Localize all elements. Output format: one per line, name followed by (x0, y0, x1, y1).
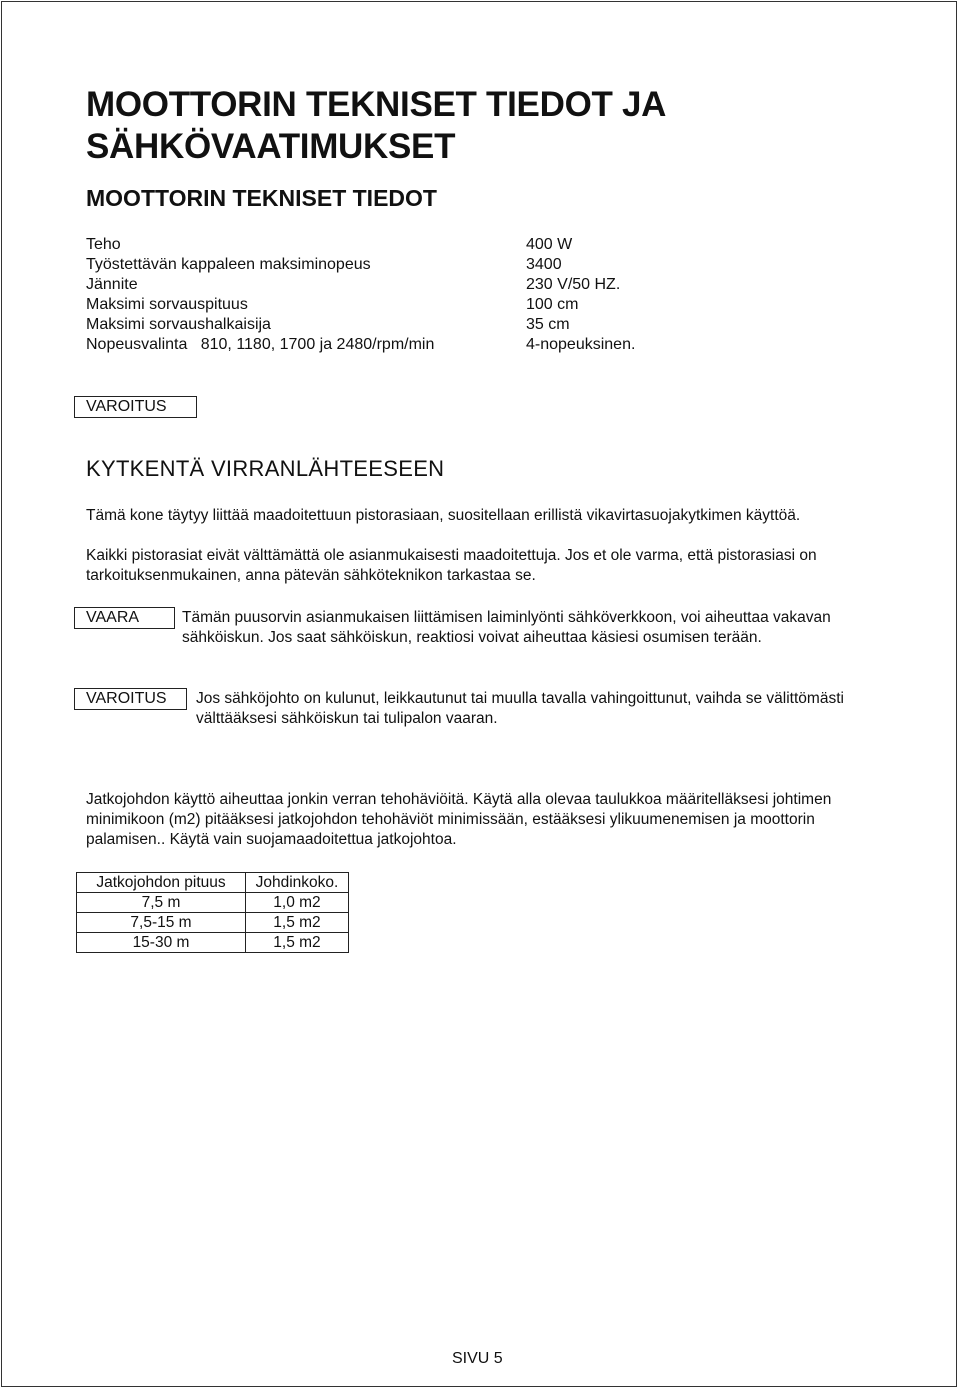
table-row (77, 893, 349, 913)
connection-heading: KYTKENTÄ VIRRANLÄHTEESEEN (86, 456, 445, 481)
danger-label-box: VAARA (74, 607, 175, 629)
spec-label: Työstettävän kappaleen maksiminopeus (86, 256, 371, 273)
spec-label: Maksimi sorvauspituus (86, 296, 248, 313)
extension-cord-paragraph: Jatkojohdon käyttö aiheuttaa jonkin verran tehohäviöitä. Käytä alla olevaa taulukkoa määritelläksesi johtimen minimikoon (m2) pitääksesi jatkojohdon tehohäviöt minimissään, estääksesi ylikuumenemisen ja moottorin palamisen.. Käytä vain suojamaadoitettua jatkojohtoa. (86, 791, 832, 848)
table-cell-length: 7,5 m (77, 893, 246, 913)
table-header-row (77, 873, 349, 893)
warning-text: Jos sähköjohto on kulunut, leikkautunut tai muulla tavalla vahingoittunut, vaihda se välittömästi välttääksesi sähköiskun tai tulipalon vaaran. (196, 690, 844, 727)
table-cell-size: 1,0 m2 (246, 893, 349, 913)
spec-value: 230 V/50 HZ. (526, 276, 621, 293)
spec-value: 3400 (526, 256, 562, 273)
spec-label: Maksimi sorvaushalkaisija (86, 316, 271, 333)
danger-text: Tämän puusorvin asianmukaisen liittämisen laiminlyönti sähköverkkoon, voi aiheuttaa vakavan sähköiskun. Jos saat sähköiskun, reaktiosi voivat aiheuttaa käsiesi osumisen terään. (182, 609, 831, 646)
page-number: SIVU 5 (452, 1350, 503, 1367)
table-row (77, 913, 349, 933)
section-subtitle: MOOTTORIN TEKNISET TIEDOT (86, 185, 437, 211)
spec-label: Nopeusvalinta 810, 1180, 1700 ja 2480/rpm/min (86, 336, 435, 353)
spec-label: Teho (86, 236, 121, 253)
spec-value: 100 cm (526, 296, 579, 313)
paragraph-outlets: Kaikki pistorasiat eivät välttämättä ole asianmukaisesti maadoitettuja. Jos et ole varma, että pistorasiasi on tarkoituksenmukainen, anna pätevän sähköteknikon tarkastaa se. (86, 547, 817, 584)
table-header-length: Jatkojohdon pituus (77, 873, 246, 893)
table-cell-length: 15-30 m (77, 933, 246, 953)
spec-value: 4-nopeuksinen. (526, 336, 636, 353)
page-title (86, 84, 666, 168)
warning-label-box-2: VAROITUS (74, 688, 187, 710)
table-cell-size: 1,5 m2 (246, 913, 349, 933)
page-title-line-2: SÄHKÖVAATIMUKSET (86, 127, 456, 166)
table-header-size: Johdinkoko. (246, 873, 349, 893)
spec-value: 35 cm (526, 316, 570, 333)
warning-label-box: VAROITUS (74, 396, 197, 418)
spec-label: Jännite (86, 276, 138, 293)
page-title-line-1: MOOTTORIN TEKNISET TIEDOT JA (86, 85, 667, 124)
table-cell-size: 1,5 m2 (246, 933, 349, 953)
extension-cord-table (76, 872, 349, 953)
spec-value: 400 W (526, 236, 573, 253)
table-row (77, 933, 349, 953)
paragraph-grounding: Tämä kone täytyy liittää maadoitettuun pistorasiaan, suositellaan erillistä vikavirtasuojakytkimen käyttöä. (86, 507, 801, 524)
table-cell-length: 7,5-15 m (77, 913, 246, 933)
